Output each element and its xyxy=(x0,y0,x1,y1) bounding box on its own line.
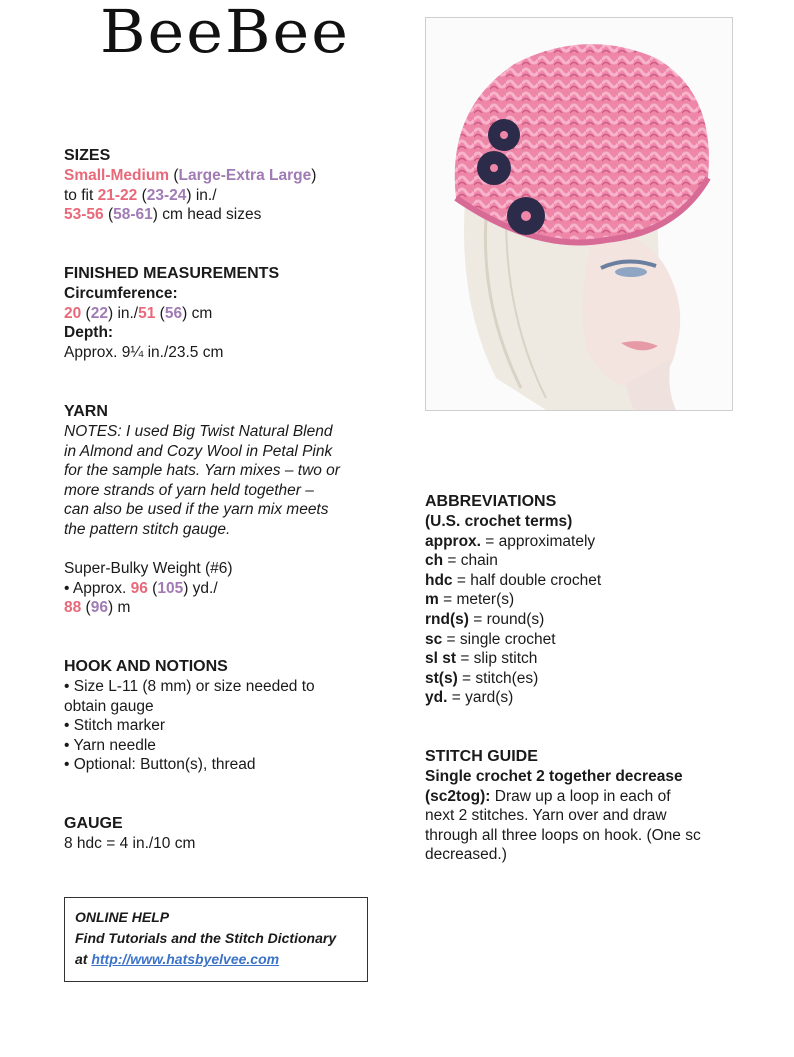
yarn-yd-large: 105 xyxy=(157,579,184,597)
yarn-note-line: the pattern stitch gauge. xyxy=(64,520,231,538)
abbreviation-def: = round(s) xyxy=(468,610,545,628)
stitch-guide-line: through all three loops on hook. (One sc xyxy=(425,826,701,844)
measurements-section: FINISHED MEASUREMENTS Circumference: 20 (22) in./51 (56) cm Depth: Approx. 9¼ in./23.5 cm xyxy=(64,265,280,361)
abbreviation-item xyxy=(425,551,601,571)
abbreviation-term: st(s) xyxy=(425,669,458,687)
depth-value: Approx. 9¼ in./23.5 cm xyxy=(64,343,224,361)
hat-illustration xyxy=(426,18,732,410)
abbreviation-item xyxy=(425,688,601,708)
yarn-yd-small: 96 xyxy=(130,579,148,597)
gauge-section xyxy=(64,814,195,854)
online-help-at: at xyxy=(75,951,88,967)
yarn-note-line: NOTES: I used Big Twist Natural Blend xyxy=(64,423,333,440)
hook-line: obtain gauge xyxy=(64,697,154,715)
abbreviation-term: sl st xyxy=(425,650,457,668)
hook-section xyxy=(64,657,315,775)
abbreviations-section xyxy=(425,492,601,708)
hat-photo xyxy=(425,17,733,411)
yarn-approx-prefix: • Approx. xyxy=(64,579,127,597)
gauge-value: 8 hdc = 4 in./10 cm xyxy=(64,835,196,852)
yarn-m-large: 96 xyxy=(90,599,108,617)
size-large-label: Large-Extra Large xyxy=(178,167,312,184)
circ-in-small: 20 xyxy=(64,304,82,322)
fit-cm-small: 53-56 xyxy=(64,206,104,224)
hook-line: • Stitch marker xyxy=(64,717,166,735)
circ-cm-small: 51 xyxy=(138,304,156,322)
abbreviation-def: = meter(s) xyxy=(438,591,515,609)
hook-heading: HOOK AND NOTIONS xyxy=(64,658,228,675)
yarn-note-line: in Almond and Cozy Wool in Petal Pink xyxy=(64,442,333,460)
pattern-title: BeeBee xyxy=(100,0,350,67)
abbreviation-def: = single crochet xyxy=(442,630,556,648)
fit-cm-large: 58-61 xyxy=(113,206,153,224)
online-help-line: Find Tutorials and the Stitch Dictionary xyxy=(75,930,337,946)
abbreviations-heading: ABBREVIATIONS xyxy=(425,493,557,510)
fit-in-small: 21-22 xyxy=(97,186,138,204)
abbreviation-def: = half double crochet xyxy=(452,571,602,589)
abbreviation-term: rnd(s) xyxy=(425,610,469,628)
circ-cm-large: 56 xyxy=(164,304,183,322)
fit-cm-unit: cm head sizes xyxy=(162,206,262,224)
yarn-note-line: can also be used if the yarn mix meets xyxy=(64,501,329,519)
circ-in-unit: in./ xyxy=(117,304,139,322)
hat-button-2 xyxy=(477,151,511,185)
online-help-box xyxy=(64,897,368,982)
stitch-guide-title: Single crochet 2 together decrease xyxy=(425,768,683,785)
abbreviation-term: hdc xyxy=(425,571,453,589)
yarn-note-line: more strands of yarn held together – xyxy=(64,481,314,499)
website-link[interactable]: http://www.hatsbyelvee.com xyxy=(91,951,280,967)
online-help-heading: ONLINE HELP xyxy=(75,909,170,925)
circumference-label: Circumference: xyxy=(64,285,178,302)
stitch-guide-line: decreased.) xyxy=(425,846,507,864)
hat-button-1 xyxy=(488,119,520,151)
abbreviation-def: = yard(s) xyxy=(447,689,514,707)
abbreviations-subheading: (U.S. crochet terms) xyxy=(425,513,573,530)
abbreviation-def: = chain xyxy=(443,552,498,570)
abbreviation-item xyxy=(425,610,601,630)
yarn-section: YARN NOTES: I used Big Twist Natural Blend in Almond and Cozy Wool in Petal Pink for the sample hats. Yarn mixes – two or more strands of yarn held together – can also be used if the yarn mix meets the pattern stitch gauge. Super-Bulky Weight (#6) • Approx. 96 (105) yd./ 88 (96) m xyxy=(64,403,340,617)
sizes-heading: SIZES xyxy=(64,147,111,164)
sizes-section: SIZES Small-Medium (Large-Extra Large) to fit 21-22 (23-24) in./ 53-56 (58-61) cm head sizes xyxy=(64,147,317,224)
circ-cm-unit: cm xyxy=(191,304,213,322)
stitch-guide-heading: STITCH GUIDE xyxy=(425,748,538,765)
stitch-guide-line: next 2 stitches. Yarn over and draw xyxy=(425,807,667,825)
abbreviation-item xyxy=(425,630,601,650)
yarn-note-line: for the sample hats. Yarn mixes – two or xyxy=(64,462,340,480)
abbreviation-def: = slip stitch xyxy=(456,650,538,668)
depth-label: Depth: xyxy=(64,324,114,342)
gauge-heading: GAUGE xyxy=(64,815,123,832)
abbreviation-term: approx. xyxy=(425,532,481,550)
fit-in-unit: in./ xyxy=(195,186,217,204)
abbreviation-item xyxy=(425,571,601,591)
yarn-weight: Super-Bulky Weight (#6) xyxy=(64,560,233,578)
abbreviation-item xyxy=(425,649,601,669)
stitch-guide-section xyxy=(425,747,701,865)
hook-line: • Size L-11 (8 mm) or size needed to xyxy=(64,678,315,695)
yarn-heading: YARN xyxy=(64,403,108,420)
abbreviation-term: yd. xyxy=(425,689,448,707)
fit-in-large: 23-24 xyxy=(146,186,187,204)
abbreviation-item xyxy=(425,590,601,610)
circ-in-large: 22 xyxy=(90,304,108,322)
fit-prefix: to fit xyxy=(64,186,94,204)
abbreviation-item xyxy=(425,532,601,552)
abbreviation-term: ch xyxy=(425,552,444,570)
abbreviation-term: sc xyxy=(425,630,443,648)
yarn-m-small: 88 xyxy=(64,599,82,617)
yarn-m-unit: m xyxy=(117,599,131,617)
abbreviation-term: m xyxy=(425,591,439,609)
abbreviation-def: = approximately xyxy=(480,532,596,550)
yarn-yd-unit: yd./ xyxy=(192,579,218,597)
abbreviation-item xyxy=(425,669,601,689)
measurements-heading: FINISHED MEASUREMENTS xyxy=(64,265,280,282)
hat-button-3 xyxy=(507,197,545,235)
stitch-guide-abbrev: (sc2tog): xyxy=(425,787,491,805)
abbreviation-def: = stitch(es) xyxy=(457,669,539,687)
hook-line: • Optional: Button(s), thread xyxy=(64,756,256,774)
stitch-guide-text: Draw up a loop in each of xyxy=(490,787,671,805)
size-small-label: Small-Medium xyxy=(64,167,170,184)
hook-line: • Yarn needle xyxy=(64,736,156,754)
